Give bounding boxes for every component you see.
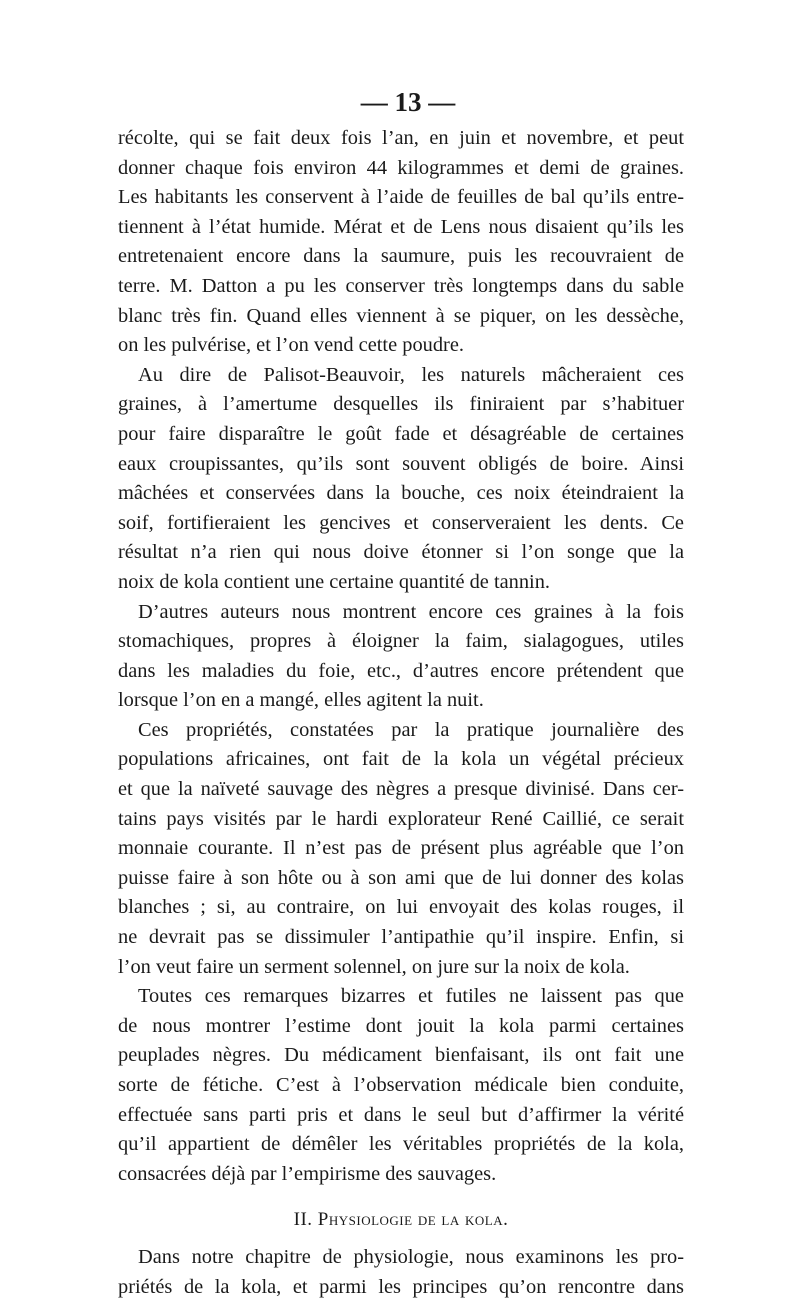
text-line: tains pays visités par le hardi explorateur René Caillié, ce serait	[118, 807, 684, 830]
section-heading	[118, 1205, 684, 1235]
text-line: terre. M. Datton a pu les conserver très longtemps dans du sable	[118, 274, 684, 297]
text-line: Au dire de Palisot-Beauvoir, les naturels mâcheraient ces	[138, 363, 684, 386]
text-line: graines, à l’amertume desquelles ils finiraient par s’habituer	[118, 393, 684, 416]
text-line: entretenaient encore dans la saumure, puis les recouvraient de	[118, 245, 684, 268]
text-line: monnaie courante. Il n’est pas de présent plus agréable que l’on	[118, 837, 684, 860]
text-line: l’on veut faire un serment solennel, on jure sur la noix de kola.	[118, 955, 630, 978]
text-line: consacrées déjà par l’empirisme des sauvages.	[118, 1162, 497, 1185]
text-line: résultat n’a rien qui nous doive étonner si l’on songe que la	[118, 541, 684, 564]
text-line: pour faire disparaître le goût fade et désagréable de certaines	[118, 422, 684, 445]
text-line: Dans notre chapitre de physiologie, nous examinons les pro-	[138, 1246, 684, 1269]
text-line: priétés de la kola, et parmi les principes qu’on rencontre dans	[118, 1275, 684, 1298]
text-line: blanc très fin. Quand elles viennent à se piquer, on les dessèche,	[118, 304, 684, 327]
text-line: Ces propriétés, constatées par la pratique journalière des	[138, 718, 684, 741]
text-line: de nous montrer l’estime dont jouit la kola parmi certaines	[118, 1014, 684, 1037]
paragraph-6	[118, 1243, 684, 1302]
paragraph-4	[118, 716, 684, 982]
text-line: sorte de fétiche. C’est à l’observation médicale bien conduite,	[118, 1074, 684, 1096]
section-title: Physiologie de la kola.	[317, 1209, 509, 1231]
paragraph-1	[118, 124, 684, 361]
text-line: stomachiques, propres à éloigner la faim, sialagogues, utiles	[118, 630, 684, 653]
text-line: lorsque l’on en a mangé, elles agitent la nuit.	[118, 689, 484, 712]
text-line: qu’il appartient de démêler les véritables propriétés de la kola,	[118, 1133, 684, 1156]
text-line: on les pulvérise, et l’on vend cette poudre.	[118, 334, 464, 357]
text-line: effectuée sans parti pris et dans le seul but d’affirmer la vérité	[118, 1103, 684, 1126]
text-line: donner chaque fois environ 44 kilogrammes et demi de graines.	[118, 156, 684, 179]
section-number: II.	[293, 1209, 313, 1231]
paragraph-3	[118, 598, 684, 716]
text-line: récolte, qui se fait deux fois l’an, en juin et novembre, et peut	[118, 127, 684, 149]
text-line: peuplades nègres. Du médicament bienfaisant, ils ont fait une	[118, 1044, 684, 1067]
paragraph-5	[118, 982, 684, 1189]
text-line: et que la naïveté sauvage des nègres a presque divinisé. Dans cer-	[118, 778, 684, 801]
text-line: Les habitants les conservent à l’aide de feuilles de bal qu’ils entre-	[118, 186, 684, 209]
text-line: D’autres auteurs nous montrent encore ces graines à la fois	[138, 600, 684, 623]
text-line: eaux croupissantes, qu’ils sont souvent obligés de boire. Ainsi	[118, 452, 684, 475]
text-line: Toutes ces remarques bizarres et futiles ne laissent pas que	[138, 985, 684, 1008]
text-line: populations africaines, ont fait de la kola un végétal précieux	[118, 748, 684, 771]
text-line: tiennent à l’état humide. Mérat et de Lens nous disaient qu’ils les	[118, 215, 684, 238]
text-line: soif, fortifieraient les gencives et conserveraient les dents. Ce	[118, 511, 684, 534]
page-body	[118, 86, 684, 1303]
text-line: noix de kola contient une certaine quantité de tannin.	[118, 570, 551, 593]
text-line: mâchées et conservées dans la bouche, ces noix éteindraient la	[118, 482, 684, 505]
text-line: blanches ; si, au contraire, on lui envoyait des kolas rouges, il	[118, 896, 684, 919]
text-line: dans les maladies du foie, etc., d’autres encore prétendent que	[118, 659, 684, 682]
text-line: puisse faire à son hôte ou à son ami que de lui donner des kolas	[118, 866, 684, 889]
text-line: ne devrait pas se dissimuler l’antipathie qu’il inspire. Enfin, si	[118, 926, 684, 949]
page-number: — 13 —	[360, 87, 456, 117]
paragraph-2	[118, 361, 684, 598]
